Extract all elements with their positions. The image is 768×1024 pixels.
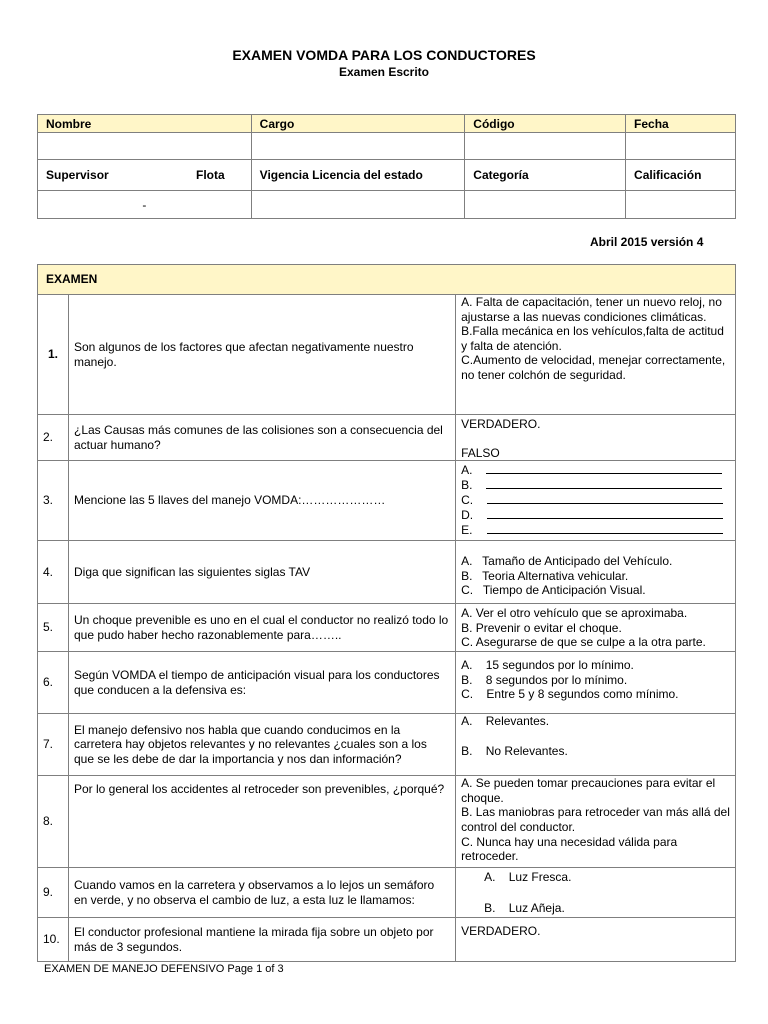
question-text: Cuando vamos en la carretera y observamos a lo lejos un semáforo en verde, y no observa el cambio de luz, a esta luz le llamamos: — [68, 868, 455, 918]
nombre-label: Nombre — [38, 115, 252, 133]
question-number: 4. — [38, 541, 69, 604]
nombre-field[interactable] — [38, 133, 252, 160]
answer-option[interactable]: C. Asegurarse de que se culpe a la otra parte. — [461, 635, 706, 650]
answer-cell — [456, 652, 736, 714]
question-text: ¿Las Causas más comunes de las colisiones son a consecuencia del actuar humano? — [68, 415, 455, 461]
vigencia-label: Vigencia Licencia del estado — [251, 160, 465, 191]
answer-cell — [456, 461, 736, 541]
answer-option[interactable]: B. No Relevantes. — [461, 743, 568, 758]
flota-label: Flota — [195, 168, 225, 182]
question-row — [38, 461, 736, 541]
cargo-label: Cargo — [251, 115, 465, 133]
question-row — [38, 776, 736, 868]
question-text: Son algunos de los factores que afectan negativamente nuestro manejo. — [68, 295, 455, 415]
question-number: 7. — [38, 714, 69, 776]
question-text: Diga que significan las siguientes siglas TAV — [68, 541, 455, 604]
answer-letter: B. — [461, 478, 473, 493]
calificacion-label: Calificación — [626, 160, 736, 191]
cargo-field[interactable] — [251, 133, 465, 160]
question-text: El manejo defensivo nos habla que cuando conducimos en la carretera hay objetos relevantes y no relevantes ¿cuales son a los que se les debe de dar la importancia y nos dan información? — [68, 714, 455, 776]
question-number: 9. — [38, 868, 69, 918]
answer-option[interactable]: VERDADERO. — [461, 417, 541, 431]
question-number: 6. — [38, 652, 69, 714]
answer-letter: E. — [461, 523, 473, 538]
answer-letter: C. — [461, 493, 474, 508]
answer-option[interactable]: FALSO — [461, 445, 500, 460]
answer-cell — [456, 604, 736, 652]
answer-cell — [456, 868, 736, 918]
codigo-label: Código — [465, 115, 626, 133]
answer-option[interactable]: A. Falta de capacitación, tener un nuevo reloj, no ajustarse a las nuevas condiciones climáticas. — [461, 295, 722, 324]
answer-option[interactable] — [461, 493, 730, 508]
answer-letter: A. — [461, 463, 473, 478]
answer-option[interactable] — [461, 478, 730, 493]
answer-option[interactable]: B.Falla mecánica en los vehículos,falta de actitud y falta de atención. — [461, 324, 724, 353]
dash-text: - — [142, 197, 147, 212]
answer-option[interactable] — [461, 508, 730, 523]
answer-option[interactable]: B. Luz Añeja. — [484, 900, 565, 915]
question-text: Según VOMDA el tiempo de anticipación visual para los conductores que conducen a la defensiva es: — [68, 652, 455, 714]
fecha-field[interactable] — [626, 133, 736, 160]
answer-option[interactable]: B. Teoria Alternativa vehicular. — [461, 568, 629, 583]
page-footer: EXAMEN DE MANEJO DEFENSIVO Page 1 of 3 — [44, 963, 284, 975]
answer-letter: D. — [461, 508, 474, 523]
question-row — [38, 604, 736, 652]
answer-option[interactable]: B. Prevenir o evitar el choque. — [461, 620, 622, 635]
answer-cell — [456, 918, 736, 962]
answer-option[interactable]: B. Las maniobras para retroceder van más allá del control del conductor. — [461, 805, 730, 834]
question-number: 3. — [38, 461, 69, 541]
question-number: 8. — [38, 776, 69, 868]
supervisor-field[interactable] — [38, 191, 252, 219]
question-number: 1. — [38, 295, 69, 415]
answer-cell — [456, 714, 736, 776]
answer-option[interactable]: B. 8 segundos por lo mínimo. — [461, 672, 628, 687]
answer-option[interactable]: C.Aumento de velocidad, menejar correctamente, no tener colchón de seguridad. — [461, 353, 726, 382]
codigo-field[interactable] — [465, 133, 626, 160]
answer-option[interactable] — [461, 463, 730, 478]
question-row — [38, 295, 736, 415]
exam-table — [37, 264, 736, 962]
question-row — [38, 714, 736, 776]
answer-blank-line[interactable] — [487, 494, 723, 504]
answer-option[interactable]: C. Nunca hay una necesidad válida para retroceder. — [461, 834, 678, 864]
question-text: Un choque prevenible es uno en el cual el conductor no realizó todo lo que pudo haber hecho razonablemente para…….. — [68, 604, 455, 652]
question-row — [38, 868, 736, 918]
answer-option[interactable]: VERDADERO. — [461, 924, 541, 939]
supervisor-label: Supervisor — [46, 168, 109, 182]
answer-cell — [456, 295, 736, 415]
answer-blank-line[interactable] — [487, 524, 723, 534]
supervisor-flota-cell — [38, 160, 252, 191]
version-text: Abril 2015 versión 4 — [590, 235, 704, 249]
answer-cell — [456, 541, 736, 604]
question-number: 5. — [38, 604, 69, 652]
question-text: Mencione las 5 llaves del manejo VOMDA:………………… — [68, 461, 455, 541]
answer-option[interactable]: A. Se pueden tomar precauciones para evitar el choque. — [461, 776, 716, 805]
question-row — [38, 652, 736, 714]
question-row — [38, 415, 736, 461]
answer-option[interactable]: A. Relevantes. — [461, 714, 550, 729]
question-row — [38, 918, 736, 962]
answer-blank-line[interactable] — [486, 479, 722, 489]
info-table — [37, 114, 736, 219]
question-text: El conductor profesional mantiene la mirada fija sobre un objeto por más de 3 segundos. — [68, 918, 455, 962]
answer-option[interactable]: A. Tamaño de Anticipado del Vehículo. — [461, 554, 673, 569]
answer-option[interactable]: A. Luz Fresca. — [484, 870, 572, 885]
answer-cell — [456, 415, 736, 461]
answer-option[interactable]: C. Tiempo de Anticipación Visual. — [461, 583, 646, 598]
page-title: EXAMEN VOMDA PARA LOS CONDUCTORES — [232, 47, 536, 63]
question-number: 10. — [38, 918, 69, 962]
question-number: 2. — [38, 415, 69, 461]
answer-blank-line[interactable] — [486, 464, 722, 474]
exam-header: EXAMEN — [38, 265, 736, 295]
categoria-field[interactable] — [465, 191, 626, 219]
fecha-label: Fecha — [626, 115, 736, 133]
answer-cell — [456, 776, 736, 868]
answer-option[interactable]: A. 15 segundos por lo mínimo. — [461, 658, 634, 673]
vigencia-field[interactable] — [251, 191, 465, 219]
answer-option[interactable] — [461, 523, 730, 538]
answer-option[interactable]: A. Ver el otro vehículo que se aproximaba. — [461, 606, 688, 621]
calificacion-field[interactable] — [626, 191, 736, 219]
answer-blank-line[interactable] — [487, 509, 723, 519]
page-subtitle: Examen Escrito — [338, 65, 430, 79]
question-row — [38, 541, 736, 604]
categoria-label: Categoría — [465, 160, 626, 191]
question-text: Por lo general los accidentes al retroceder son prevenibles, ¿porqué? — [68, 776, 455, 868]
answer-option[interactable]: C. Entre 5 y 8 segundos como mínimo. — [461, 687, 679, 702]
